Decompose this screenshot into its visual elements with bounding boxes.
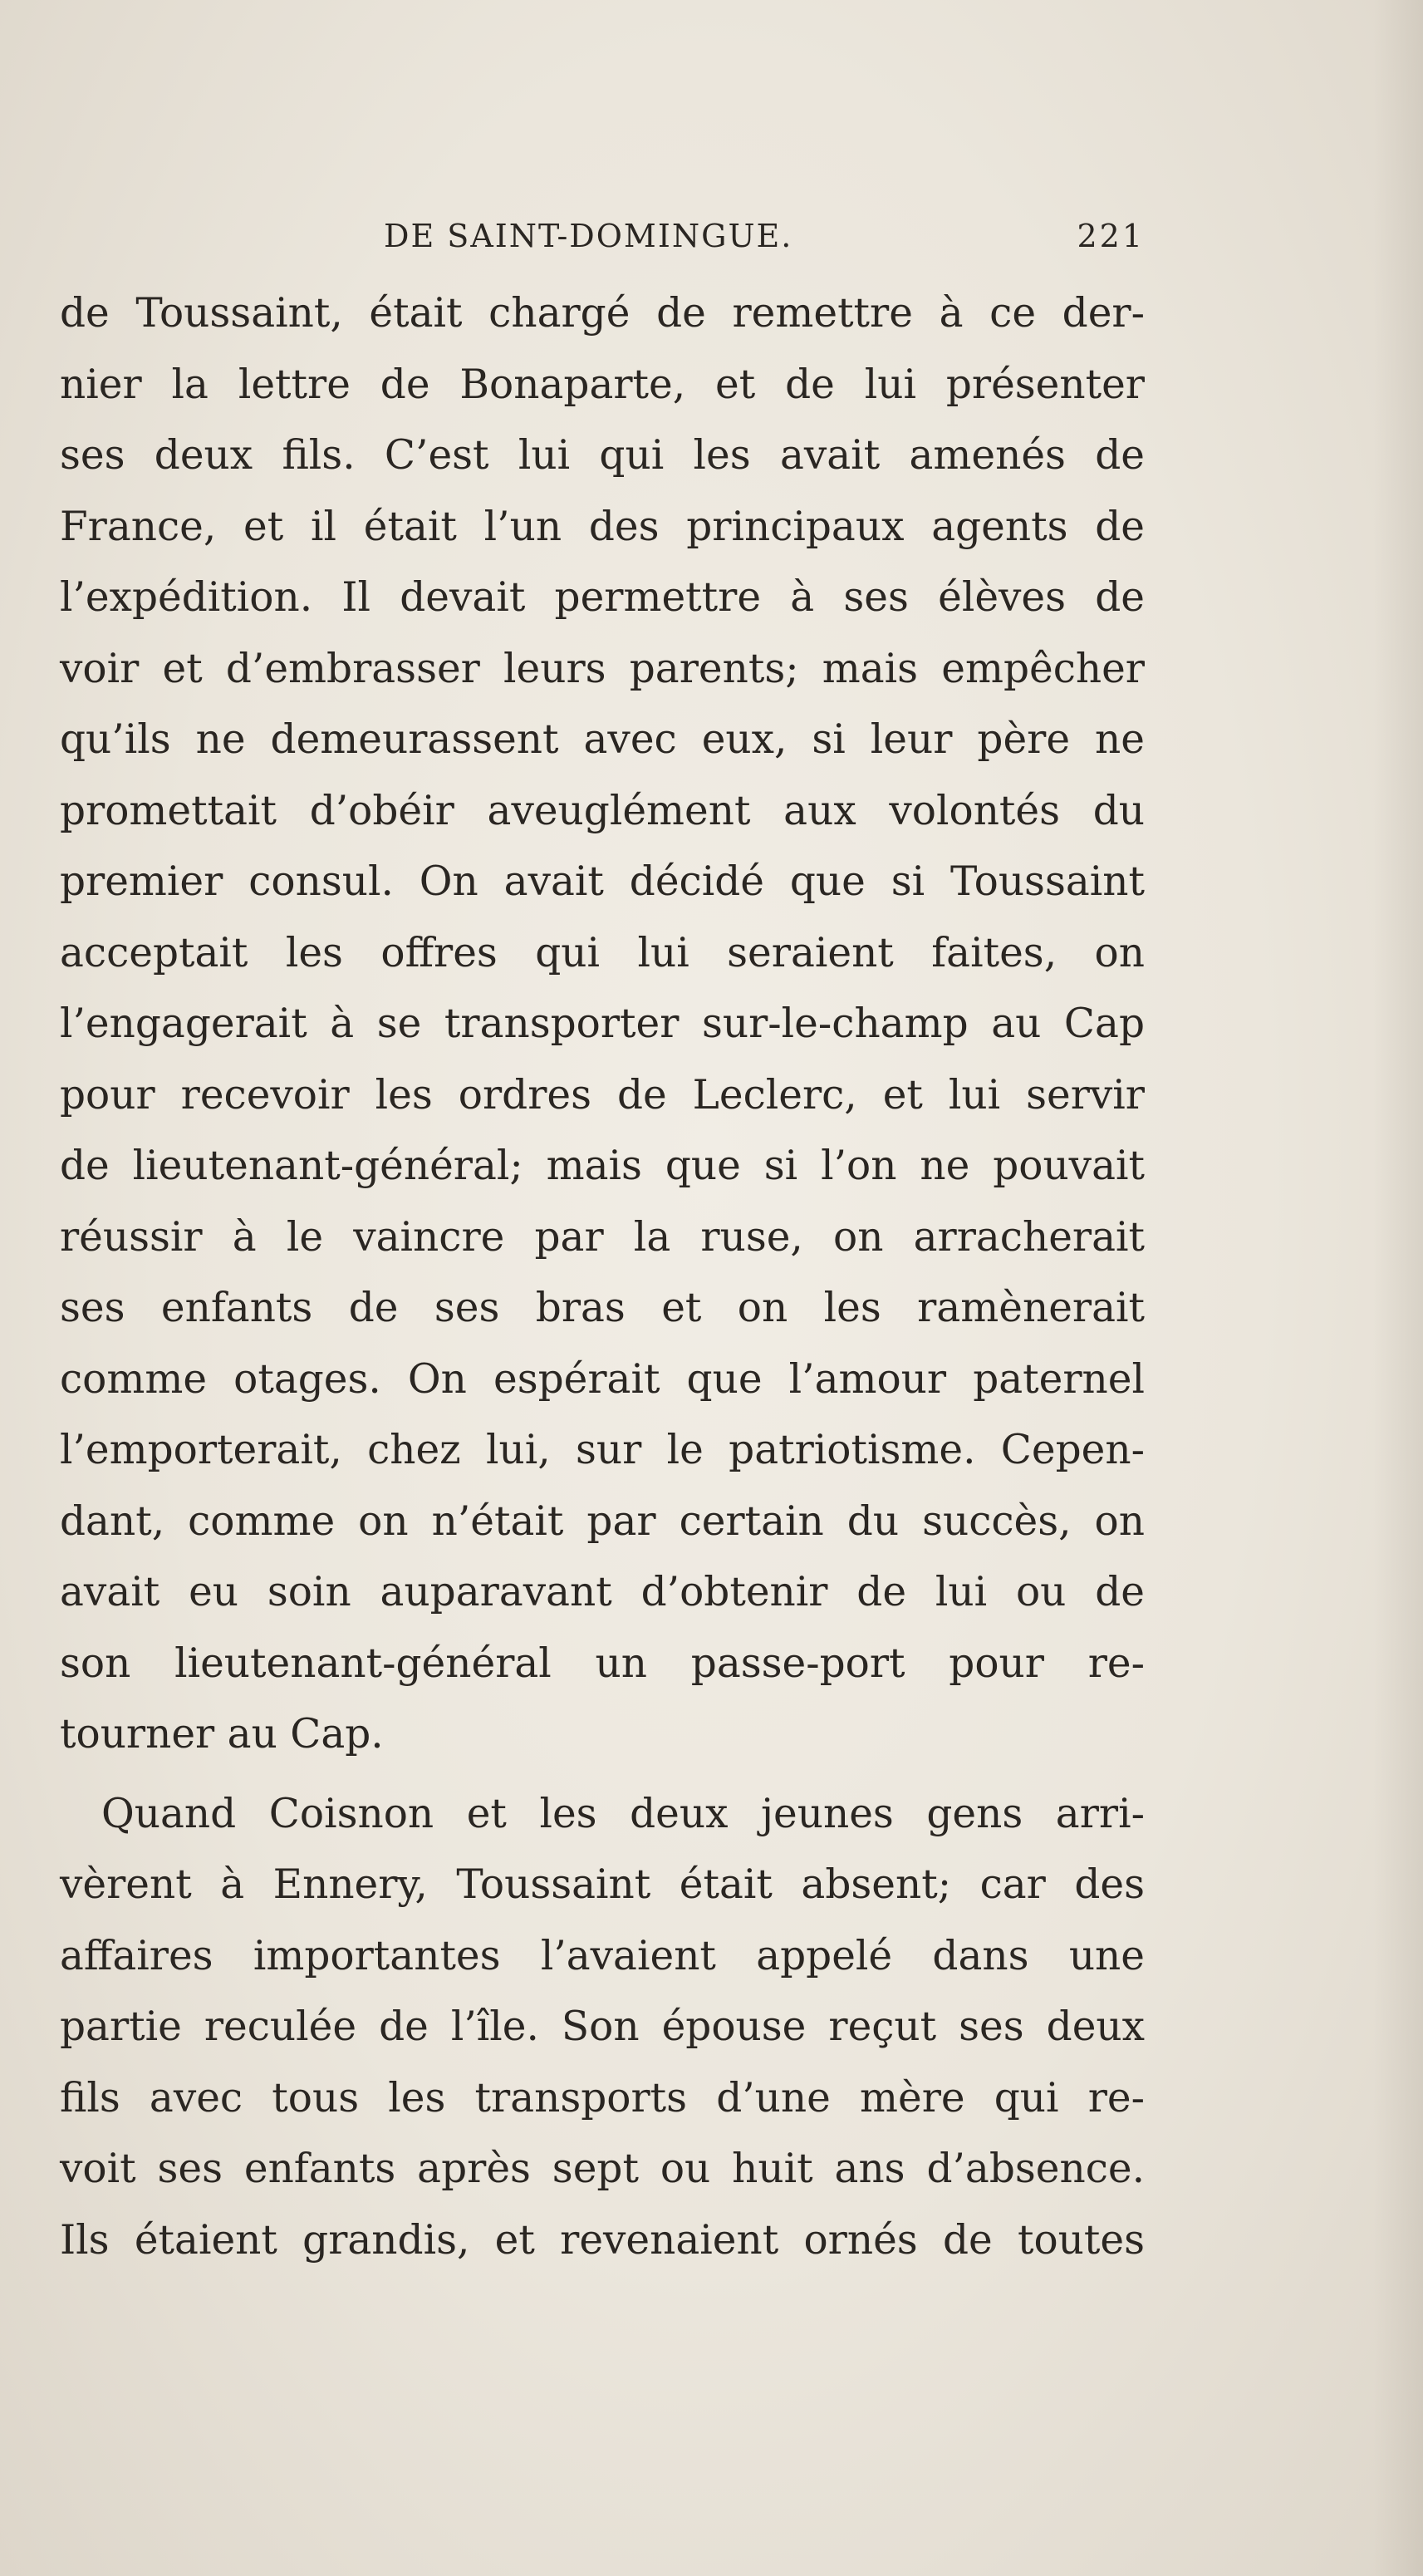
text-line: voit ses enfants après sept ou huit ans d’absence. (60, 2146, 1145, 2192)
text-line: vèrent à Ennery, Toussaint était absent; car des (60, 1861, 1145, 1908)
text-line: l’emporterait, chez lui, sur le patriotisme. Cepen- (60, 1427, 1145, 1473)
text-line: premier consul. On avait décidé que si Toussaint (60, 858, 1145, 905)
text-line: partie reculée de l’île. Son épouse reçut ses deux (60, 2003, 1145, 2050)
paragraph (60, 278, 1145, 1771)
running-header (60, 218, 1145, 268)
text-line: voir et d’embrasser leurs parents; mais empêcher (60, 645, 1145, 692)
paragraph-gap (60, 1771, 1145, 1779)
text-line: Ils étaient grandis, et revenaient ornés de toutes (60, 2216, 1145, 2264)
text-line: son lieutenant-général un passe-port pour re- (60, 1639, 1145, 1687)
text-line: réussir à le vaincre par la ruse, on arracherait (60, 1213, 1145, 1261)
text-line: tourner au Cap. (60, 1711, 384, 1757)
text-line: ses enfants de ses bras et on les ramènerait (60, 1285, 1145, 1331)
text-line: avait eu soin auparavant d’obtenir de lui ou de (60, 1569, 1145, 1615)
text-line: qu’ils ne demeurassent avec eux, si leur père ne (60, 716, 1145, 763)
text-line: France, et il était l’un des principaux agents de (60, 503, 1145, 550)
text-line: l’engagerait à se transporter sur-le-champ au Cap (60, 1000, 1145, 1047)
text-line: dant, comme on n’était par certain du succès, on (60, 1497, 1145, 1545)
paragraph (60, 1779, 1145, 2277)
text-line: pour recevoir les ordres de Leclerc, et lui servir (60, 1071, 1145, 1118)
text-line: acceptait les offres qui lui seraient faites, on (60, 929, 1145, 976)
text-line: de lieutenant-général; mais que si l’on ne pouvait (60, 1143, 1145, 1189)
text-line: ses deux fils. C’est lui qui les avait amenés de (60, 432, 1145, 479)
text-line: Quand Coisnon et les deux jeunes gens arri- (101, 1790, 1145, 1837)
text-line: promettait d’obéir aveuglément aux volontés du (60, 787, 1145, 834)
text-block (60, 278, 1145, 2276)
page-edge-shadow (1373, 0, 1423, 2576)
text-line: l’expédition. Il devait permettre à ses élèves de (60, 574, 1145, 621)
text-line: comme otages. On espérait que l’amour paternel (60, 1355, 1145, 1403)
text-line: de Toussaint, était chargé de remettre à ce der- (60, 290, 1145, 337)
text-line: nier la lettre de Bonaparte, et de lui présenter (60, 361, 1145, 408)
text-line: fils avec tous les transports d’une mère qui re- (60, 2074, 1145, 2121)
page-number: 221 (1077, 218, 1145, 254)
running-title: DE SAINT-DOMINGUE. (384, 218, 793, 254)
text-line: affaires importantes l’avaient appelé dans une (60, 1932, 1145, 1979)
